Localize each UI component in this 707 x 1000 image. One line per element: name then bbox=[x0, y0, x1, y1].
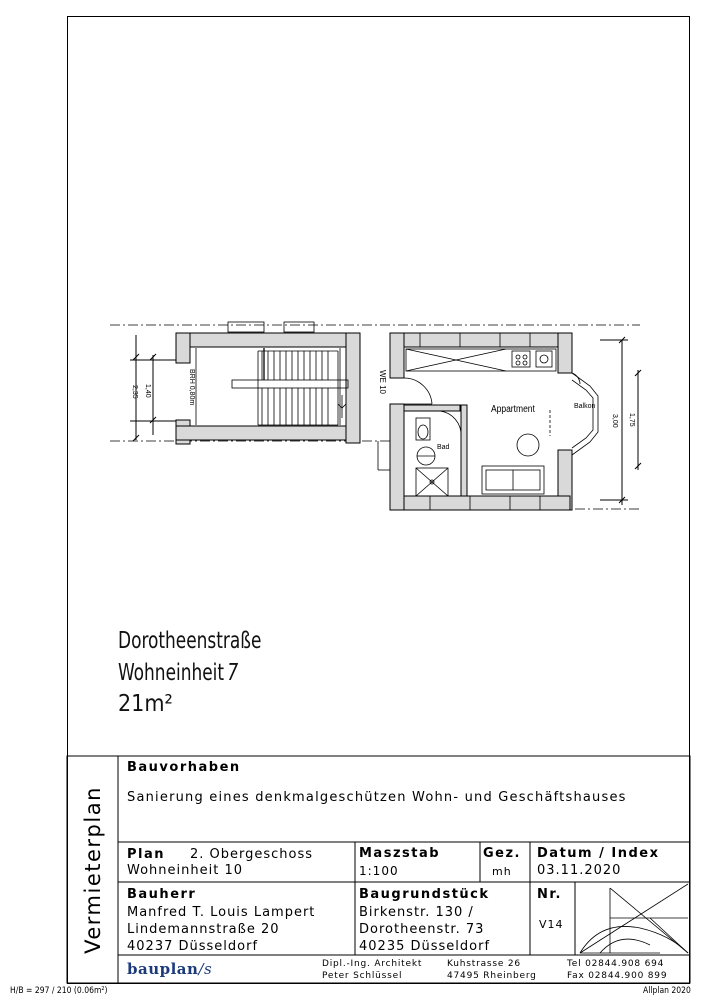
dimension-label: 3,00 bbox=[611, 414, 618, 428]
software-note: Allplan 2020 bbox=[643, 986, 691, 996]
balcony-label: Balkon bbox=[574, 403, 596, 410]
architect-role: Dipl.-Ing. Architekt bbox=[322, 959, 423, 969]
dimension-label: 1,40 bbox=[144, 384, 151, 398]
apartment-label: Appartment bbox=[491, 403, 535, 415]
office-city: 47495 Rheinberg bbox=[447, 971, 537, 981]
sill-height-label: BRH 0,80m bbox=[188, 369, 195, 406]
plan-heading: Plan bbox=[127, 847, 166, 862]
number-heading: Nr. bbox=[537, 887, 562, 902]
office-logo-main: bauplan bbox=[127, 960, 199, 978]
unit-caption-number: 7 bbox=[227, 660, 239, 686]
dimension-label: 1,75 bbox=[628, 413, 635, 427]
sheet-format-note: H/B = 297 / 210 (0.06m²) bbox=[10, 986, 108, 996]
date-heading: Datum / Index bbox=[537, 846, 660, 861]
client-heading: Bauherr bbox=[127, 887, 197, 902]
plan-value: 2. Obergeschoss bbox=[190, 847, 314, 862]
office-logo bbox=[127, 960, 212, 978]
dimension-label: 2,35 bbox=[131, 385, 138, 399]
date-value: 03.11.2020 bbox=[537, 863, 622, 878]
site-line: Birkenstr. 130 / bbox=[359, 905, 474, 920]
scale-heading: Maszstab bbox=[359, 846, 441, 861]
unit-caption bbox=[118, 660, 238, 686]
street-caption: Dorotheenstraße bbox=[118, 628, 262, 654]
plan-sub: Wohneinheit 10 bbox=[127, 863, 243, 878]
site-line: Dorotheenstr. 73 bbox=[359, 922, 485, 937]
client-line: 40237 Düsseldorf bbox=[127, 939, 259, 954]
unit-entry-label: WE 10 bbox=[378, 370, 387, 395]
drawn-by-heading: Gez. bbox=[483, 846, 521, 861]
drawn-by-value: mh bbox=[492, 865, 512, 878]
office-phone: Tel 02844.908 694 bbox=[567, 959, 665, 969]
site-line: 40235 Düsseldorf bbox=[359, 939, 491, 954]
office-fax: Fax 02844.900 899 bbox=[567, 971, 668, 981]
client-line: Manfred T. Louis Lampert bbox=[127, 905, 316, 920]
project-heading: Bauvorhaben bbox=[127, 760, 241, 775]
office-logo-sub: /s bbox=[198, 960, 213, 978]
plan-type-text: Vermieterplan bbox=[81, 786, 106, 954]
area-caption: 21m² bbox=[118, 691, 173, 717]
unit-caption-label: Wohneinheit bbox=[118, 660, 225, 686]
office-street: Kuhstrasse 26 bbox=[447, 959, 521, 969]
client-line: Lindemannstraße 20 bbox=[127, 922, 280, 937]
site-heading: Baugrundstück bbox=[359, 887, 490, 902]
project-description: Sanierung eines denkmalgeschützen Wohn- und Geschäftshauses bbox=[127, 790, 627, 805]
number-value: V14 bbox=[539, 918, 564, 931]
scale-value: 1:100 bbox=[359, 864, 399, 878]
architect-name: Peter Schlüssel bbox=[322, 971, 403, 981]
bath-label: Bad bbox=[437, 444, 450, 451]
plan-type-label bbox=[68, 757, 118, 983]
